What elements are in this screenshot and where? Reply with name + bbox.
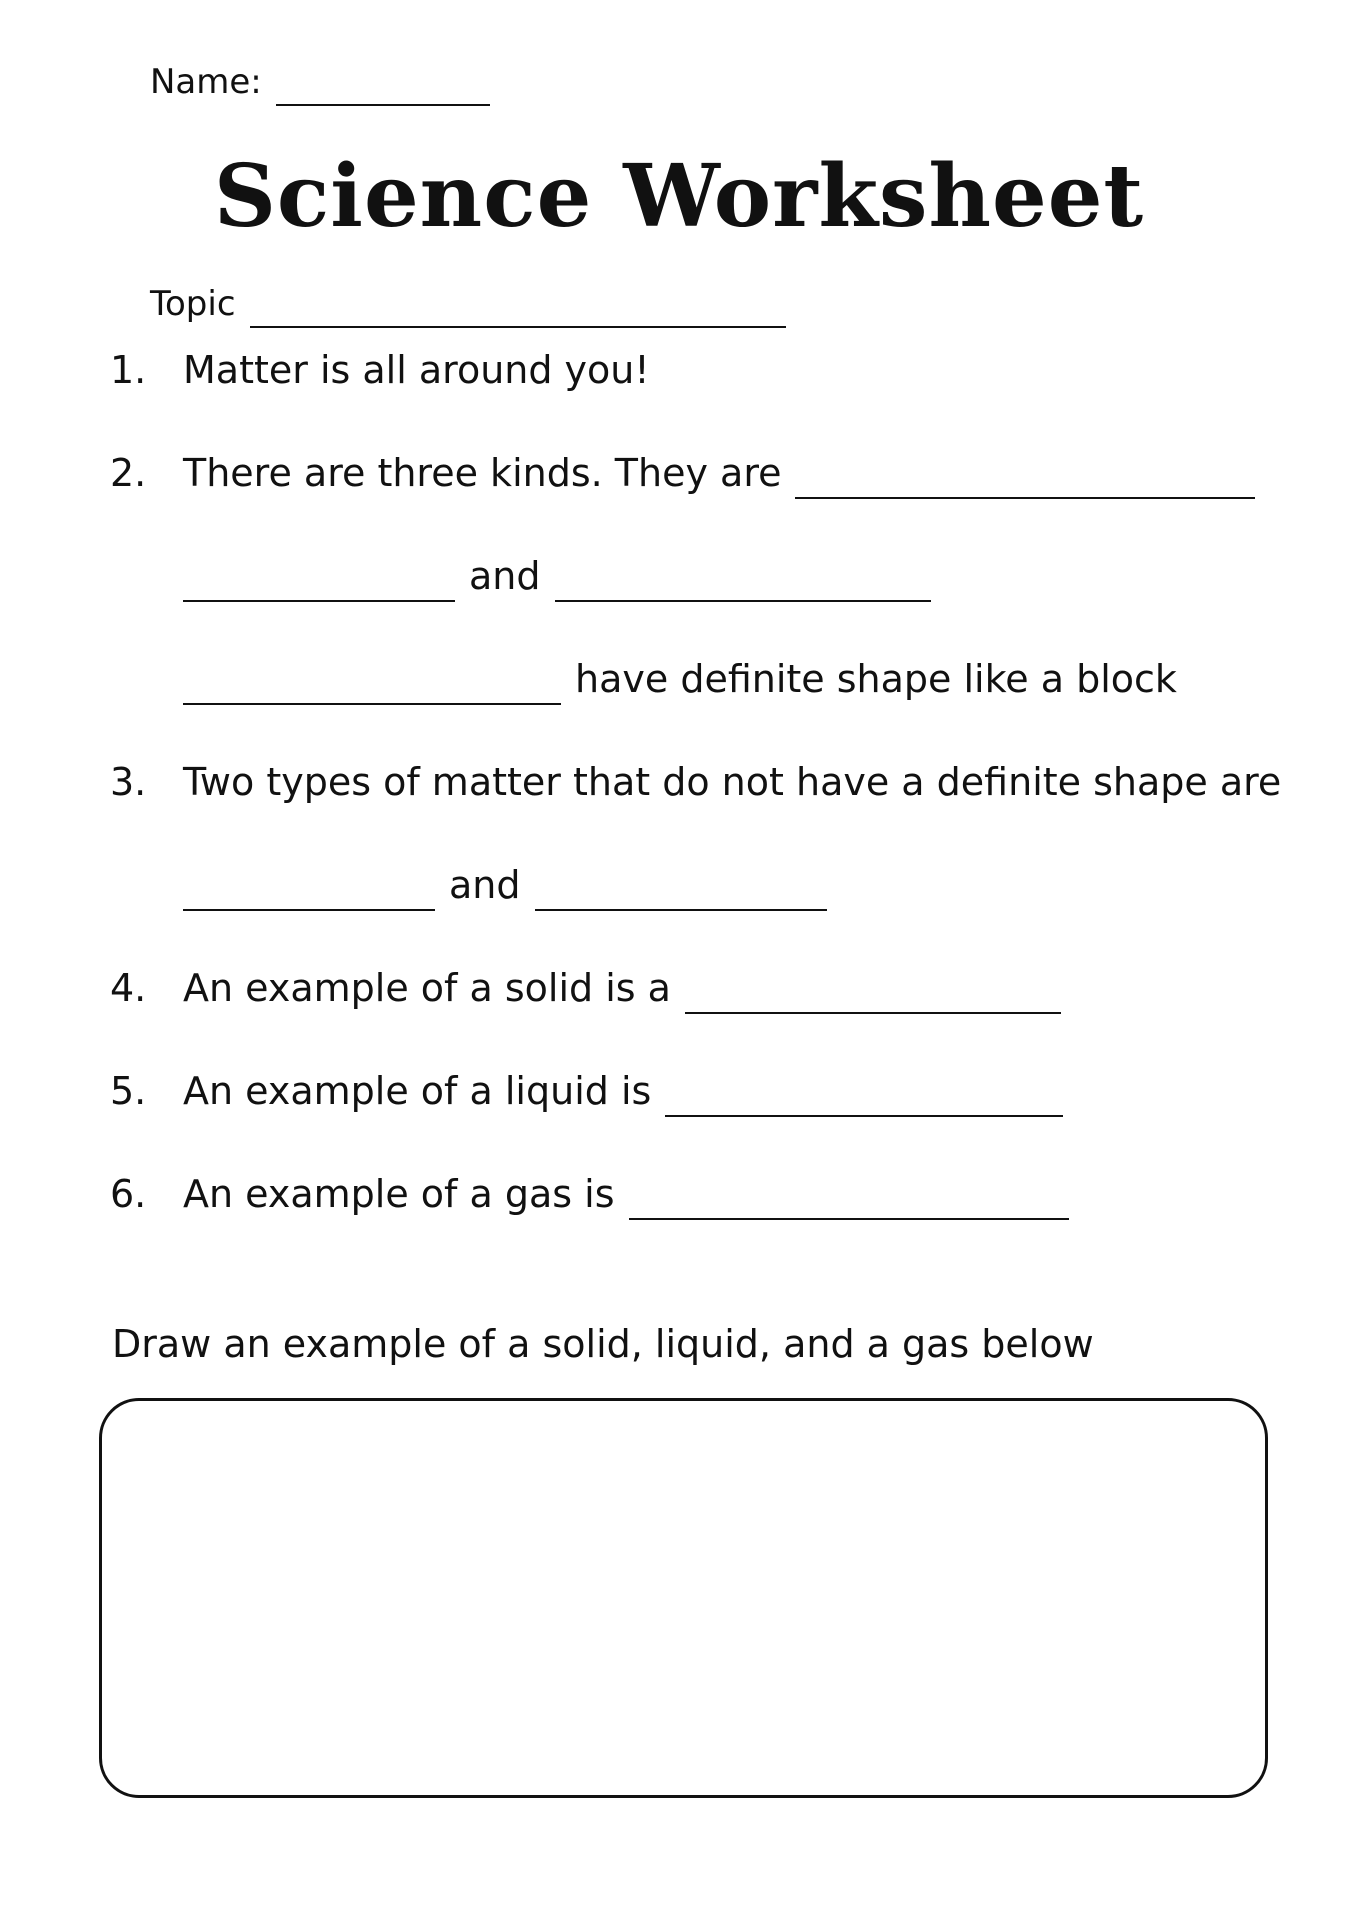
topic-row: [150, 280, 786, 328]
drawing-area[interactable]: [99, 1398, 1268, 1798]
answer-blank[interactable]: [535, 871, 827, 911]
answer-blank[interactable]: [183, 665, 561, 705]
name-label: Name:: [150, 62, 262, 102]
question-number: 5.: [110, 1069, 147, 1113]
name-blank[interactable]: [276, 66, 490, 106]
answer-blank[interactable]: [183, 562, 455, 602]
answer-blank[interactable]: [795, 459, 1255, 499]
question-text: An example of a solid is a: [183, 966, 671, 1010]
question-text: There are three kinds. They are: [183, 451, 782, 495]
answer-blank[interactable]: [685, 974, 1061, 1014]
connector-text: and: [469, 554, 541, 598]
drawing-instruction: Draw an example of a solid, liquid, and a gas below: [112, 1322, 1094, 1366]
question-text: have definite shape like a block: [575, 657, 1177, 701]
question-number: 1.: [110, 348, 147, 392]
page-title: Science Worksheet: [213, 146, 1145, 247]
topic-blank[interactable]: [250, 288, 786, 328]
answer-blank[interactable]: [629, 1180, 1069, 1220]
question-number: 2.: [110, 451, 147, 495]
answer-blank[interactable]: [183, 871, 435, 911]
question-text: Two types of matter that do not have a definite shape are: [183, 760, 1282, 804]
name-row: [150, 58, 490, 106]
answer-blank[interactable]: [555, 562, 931, 602]
question-text: An example of a gas is: [183, 1172, 615, 1216]
answer-blank[interactable]: [665, 1077, 1063, 1117]
question-number: 4.: [110, 966, 147, 1010]
question-text: An example of a liquid is: [183, 1069, 652, 1113]
topic-label: Topic: [150, 284, 236, 324]
connector-text: and: [449, 863, 521, 907]
question-number: 3.: [110, 760, 147, 804]
question-text: Matter is all around you!: [183, 348, 650, 392]
question-number: 6.: [110, 1172, 147, 1216]
